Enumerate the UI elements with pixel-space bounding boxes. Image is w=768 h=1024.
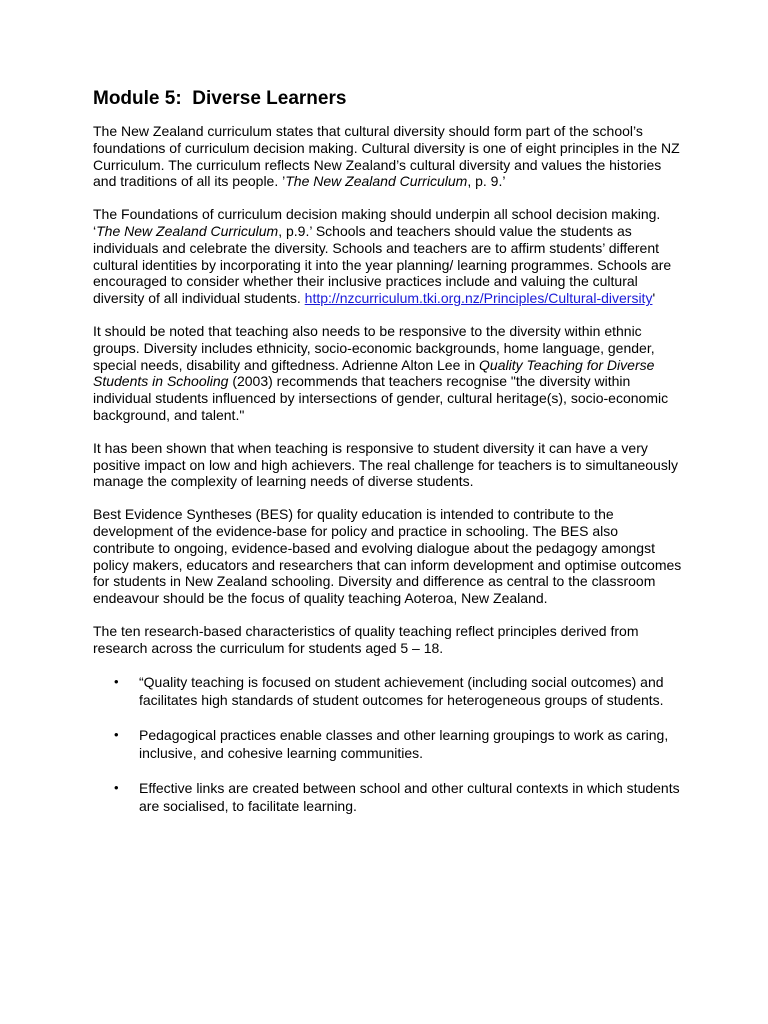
list-item-text: Effective links are created between school and other cultural contexts in which students are socialised, to facilitate learning. xyxy=(139,779,680,815)
citation-page: , p. 9.’ xyxy=(467,173,506,190)
citation: Quality Teaching for Diverse Students in Schooling xyxy=(93,356,655,390)
paragraph-text-cont: , p.9.’ Schools and teachers should value the students as individuals and celebrate the diversity. Schools and teachers are to affirm students’ different cultural identities by incorporating it into the year planning/ learning programmes. Schools are encouraged to consider whether their inclusive practices include and valuing the cultural diversity of all individual students. xyxy=(93,222,672,307)
bullet-icon: • xyxy=(114,726,119,742)
paragraph-bes: Best Evidence Syntheses (BES) for quality education is intended to contribute to the development of the evidence-base for policy and practice in schooling. The BES also contribute to ongoing, evidence-based and evolving dialogue about the pedagogy amongst policy makers, educators and researchers that can inform development and optimise outcomes for students in New Zealand schooling. Diversity and difference as central to the classroom endeavour should be the focus of quality teaching Aoteroa, New Zealand. xyxy=(93,506,682,607)
paragraph-text: The New Zealand curriculum states that cultural diversity should form part of the school’s foundations of curriculum decision making. Cultural diversity is one of eight principles in the NZ Curriculum. The curriculum reflects New Zealand’s cultural diversity and values the histories and traditions of all its people. ’ xyxy=(93,123,680,190)
paragraph-text: It should be noted that teaching also needs to be responsive to the diversity within ethnic groups. Diversity includes ethnicity, socio-economic backgrounds, home language, gender, special needs, disability and giftedness. Adrienne Alton Lee in xyxy=(93,322,655,373)
list-item-text: “Quality teaching is focused on student achievement (including social outcomes) and facilitates high standards of student outcomes for heterogeneous groups of students. xyxy=(139,673,664,709)
paragraph-curriculum-diversity xyxy=(93,123,683,190)
paragraph-text-cont: (2003) recommends that teachers recognise "the diversity within individual students influenced by intersections of gender, cultural heritage(s), socio-economic background, and talent." xyxy=(93,373,669,423)
list-item xyxy=(114,673,683,710)
paragraph-foundations xyxy=(93,206,683,307)
paragraph-ethnic-diversity xyxy=(93,323,683,424)
document-page xyxy=(93,86,683,832)
characteristics-list xyxy=(93,673,683,816)
paragraph-text: The Foundations of curriculum decision making should underpin all school decision making. ‘ xyxy=(93,206,661,239)
list-item xyxy=(114,779,683,816)
cultural-diversity-link[interactable]: http://nzcurriculum.tki.org.nz/Principles/Cultural-diversity xyxy=(304,290,653,307)
citation: The New Zealand Curriculum xyxy=(285,173,468,190)
citation: The New Zealand Curriculum xyxy=(96,222,279,239)
link-quote: ' xyxy=(652,290,656,307)
paragraph-responsive-teaching: It has been shown that when teaching is responsive to student diversity it can have a very positive impact on low and high achievers. The real challenge for teachers is to simultaneously manage the complexity of learning needs of diverse students. xyxy=(93,439,678,490)
list-item-text: Pedagogical practices enable classes and other learning groupings to work as caring, inclusive, and cohesive learning communities. xyxy=(139,726,669,762)
bullet-icon: • xyxy=(114,673,119,689)
bullet-icon: • xyxy=(114,779,119,795)
paragraph-characteristics-intro: The ten research-based characteristics of quality teaching reflect principles derived from research across the curriculum for students aged 5 – 18. xyxy=(93,622,639,656)
list-item xyxy=(114,726,683,763)
page-title: Module 5: Diverse Learners xyxy=(93,88,347,109)
